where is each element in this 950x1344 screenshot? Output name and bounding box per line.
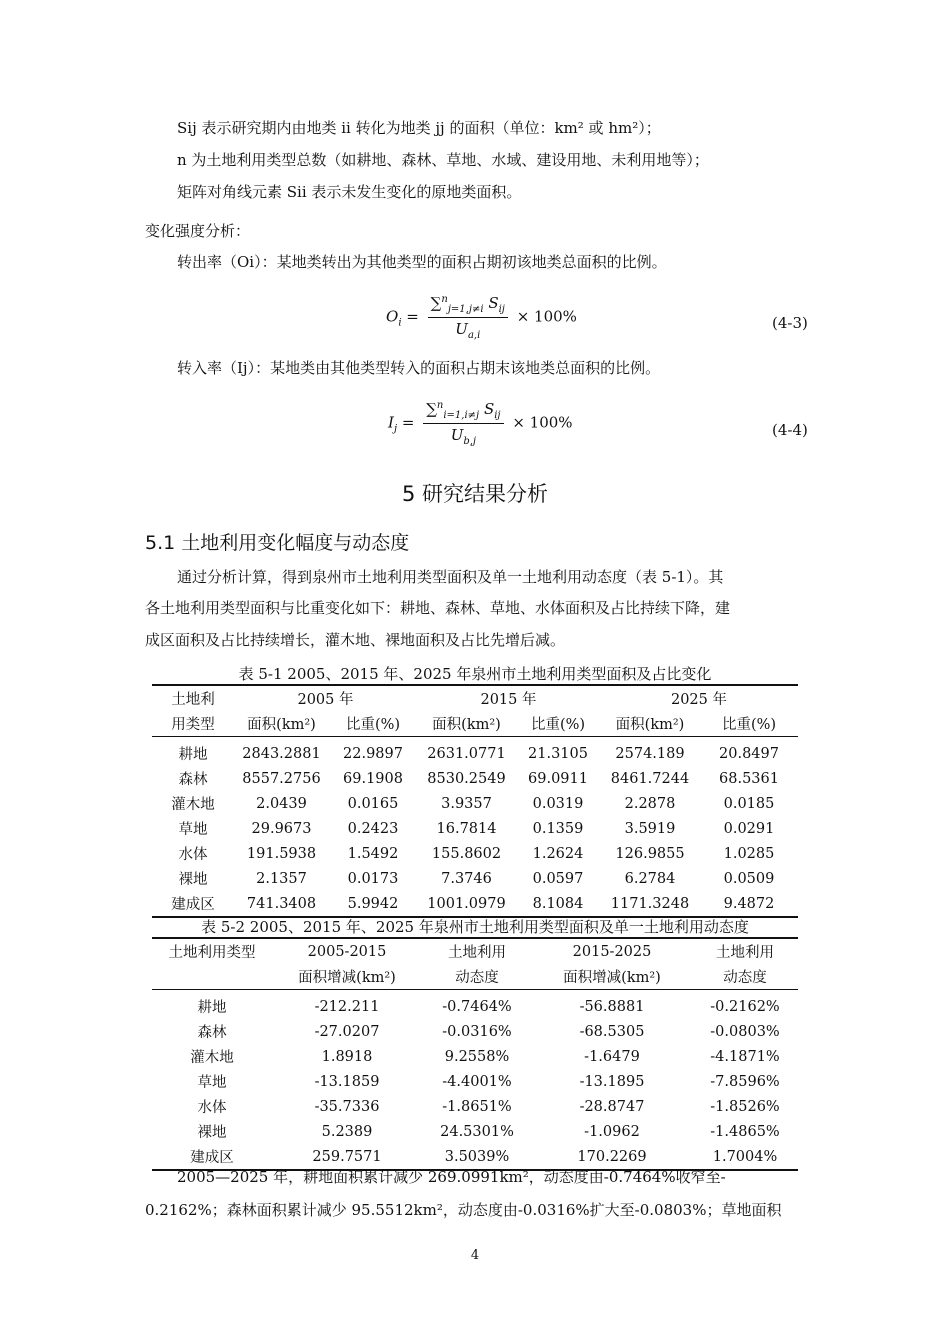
row-label-cell: 建成区 xyxy=(152,1144,272,1170)
para-sij: Sij 表示研究期内由地类 ii 转化为地类 jj 的面积（单位：km² 或 hm²）； xyxy=(177,119,661,137)
para-intensity: 变化强度分析： xyxy=(145,222,251,240)
row-label-cell: 耕地 xyxy=(197,1000,227,1016)
table-header-row xyxy=(152,938,798,964)
table-cell: -4.4001% xyxy=(442,1073,512,1090)
row-label-cell: 森林 xyxy=(197,1025,227,1041)
table-cell: -13.1895 xyxy=(579,1073,645,1090)
table-5-2-caption: 表 5-2 2005、2015 年、2025 年泉州市土地利用类型面积及单一土地利用动态度 xyxy=(201,918,749,936)
row-label-cell: 灌木地 xyxy=(171,797,215,813)
table-cell: -0.7464% xyxy=(442,998,512,1015)
table-cell: 1.0285 xyxy=(723,845,775,862)
para-in-rate: 转入率（Ij）：某地类由其他类型转入的面积占期末该地类总面积的比例。 xyxy=(177,359,661,377)
table-header-cell: 面积(km²) xyxy=(234,711,329,737)
table-cell: 0.0509 xyxy=(723,870,775,887)
table-cell: 8.1084 xyxy=(516,891,600,917)
table-row xyxy=(152,1094,798,1119)
heading-section-5-1: 5.1 土地利用变化幅度与动态度 xyxy=(145,532,410,554)
table-cell: -7.8596% xyxy=(710,1073,780,1090)
table-cell: -35.7336 xyxy=(314,1098,380,1115)
table-header-cell: 动态度 xyxy=(692,964,798,990)
table-cell: 0.0185 xyxy=(723,795,775,812)
table-cell: 155.8602 xyxy=(431,845,502,862)
table-cell: 126.9855 xyxy=(615,845,685,862)
table-cell: 191.5938 xyxy=(246,845,317,862)
table-cell: -28.8747 xyxy=(579,1098,645,1115)
table-header-cell: 2005-2015 xyxy=(272,938,422,964)
para-out-rate: 转出率（Oi）：某地类转出为其他类型的面积占期初该地类总面积的比例。 xyxy=(177,253,667,271)
table-cell: 1171.3248 xyxy=(600,891,700,917)
table-header-cell xyxy=(152,964,272,990)
table-cell: 8557.2756 xyxy=(242,770,321,787)
table-cell: 9.2558% xyxy=(444,1048,510,1065)
table-header-cell: 面积(km²) xyxy=(600,711,700,737)
row-label-cell: 水体 xyxy=(197,1100,227,1116)
table-cell: 22.9897 xyxy=(343,745,403,762)
table-cell: 69.0911 xyxy=(528,770,588,787)
table-cell: 6.2784 xyxy=(624,870,676,887)
table-cell: 2.0439 xyxy=(256,795,307,812)
para-diag: 矩阵对角线元素 Sii 表示未发生变化的原地类面积。 xyxy=(177,183,522,201)
table-cell: 5.2389 xyxy=(321,1123,373,1140)
table-cell: -0.0803% xyxy=(710,1023,780,1040)
table-cell: 68.5361 xyxy=(719,770,779,787)
table-cell: 259.7571 xyxy=(272,1144,422,1170)
table-cell: -1.8526% xyxy=(710,1098,780,1115)
table-cell: 0.0165 xyxy=(347,795,399,812)
table-header-row xyxy=(152,964,798,990)
equation-number-4-3: (4-3) xyxy=(772,314,808,332)
row-label-cell: 裸地 xyxy=(197,1125,227,1141)
table-cell: 29.9673 xyxy=(251,820,312,837)
table-cell: -1.8651% xyxy=(442,1098,512,1115)
row-label-cell: 耕地 xyxy=(178,747,208,763)
table-cell: 3.9357 xyxy=(441,795,492,812)
table-header-cell: 2005 年 xyxy=(234,685,417,711)
table-cell: 741.3408 xyxy=(234,891,329,917)
table-header-cell: 比重(%) xyxy=(700,711,798,737)
para-body2-line2: 0.2162%；森林面积累计减少 95.5512km²，动态度由-0.0316%扩大至-0.0803%；草地面积 xyxy=(145,1201,782,1219)
table-header-cell: 比重(%) xyxy=(329,711,417,737)
table-row xyxy=(152,816,798,841)
row-label-cell: 草地 xyxy=(197,1075,227,1091)
para-body2-line1: 2005—2025 年，耕地面积累计减少 269.0991km²，动态度由-0.7464%收窄至- xyxy=(177,1168,726,1186)
table-cell: -56.8881 xyxy=(579,998,645,1015)
table-cell: 3.5039% xyxy=(422,1144,532,1170)
table-header-cell: 比重(%) xyxy=(516,711,600,737)
table-cell: 1001.0979 xyxy=(417,891,516,917)
table-5-1 xyxy=(152,684,798,918)
table-cell: 2574.189 xyxy=(615,745,685,762)
equation-number-4-4: (4-4) xyxy=(772,421,808,439)
heading-section-5: 5 研究结果分析 xyxy=(401,482,549,506)
table-row xyxy=(152,990,798,1020)
table-cell: 20.8497 xyxy=(719,745,779,762)
table-cell: -0.0316% xyxy=(442,1023,512,1040)
equation-4-4: $I_j$ = $\frac{\sum^n_{i=1,i\ne j} S_{ij}}{U_{b,j}}$ × 100% xyxy=(388,400,573,447)
table-header-cell: 2025 年 xyxy=(600,685,798,711)
table-cell: -4.1871% xyxy=(710,1048,780,1065)
table-header-cell: 土地利用 xyxy=(692,938,798,964)
table-cell: 0.0319 xyxy=(532,795,584,812)
table-cell: 5.9942 xyxy=(329,891,417,917)
table-row xyxy=(152,766,798,791)
table-cell: 69.1908 xyxy=(343,770,403,787)
table-header-cell: 面积增减(km²) xyxy=(532,964,692,990)
table-cell: 170.2269 xyxy=(532,1144,692,1170)
para-body1-line2: 各土地利用类型面积与比重变化如下：耕地、森林、草地、水体面积及占比持续下降，建 xyxy=(145,599,731,617)
table-cell: 2.1357 xyxy=(256,870,307,887)
table-cell: 3.5919 xyxy=(624,820,676,837)
table-cell: 0.0291 xyxy=(723,820,775,837)
table-header-cell: 动态度 xyxy=(422,964,532,990)
table-row xyxy=(152,737,798,767)
table-cell: 1.5492 xyxy=(347,845,399,862)
para-body1-line1: 通过分析计算，得到泉州市土地利用类型面积及单一土地利用动态度（表 5-1）。其 xyxy=(177,568,724,586)
row-label-cell: 森林 xyxy=(178,772,208,788)
table-cell: 0.2423 xyxy=(347,820,399,837)
table-cell: 21.3105 xyxy=(528,745,588,762)
table-header-cell: 面积(km²) xyxy=(417,711,516,737)
table-header-cell: 用类型 xyxy=(152,711,234,737)
table-row xyxy=(152,1119,798,1144)
table-header-cell: 土地利用 xyxy=(422,938,532,964)
table-header-row xyxy=(152,711,798,737)
table-row xyxy=(152,791,798,816)
table-cell: 2.2878 xyxy=(624,795,676,812)
table-cell: 24.5301% xyxy=(440,1123,514,1140)
table-cell: -0.2162% xyxy=(710,998,780,1015)
table-cell: -1.0962 xyxy=(584,1123,640,1140)
table-row xyxy=(152,1019,798,1044)
table-cell: 0.0597 xyxy=(532,870,584,887)
table-cell: -68.5305 xyxy=(579,1023,645,1040)
table-cell: 9.4872 xyxy=(700,891,798,917)
table-header-cell: 2015-2025 xyxy=(532,938,692,964)
equation-4-3: $O_i$ = $\frac{\sum^n_{j=1,j\ne i} S_{ij}}{U_{a,i}}$ × 100% xyxy=(386,294,577,341)
para-n: n 为土地利用类型总数（如耕地、森林、草地、水域、建设用地、未利用地等）； xyxy=(177,151,709,169)
table-header-row xyxy=(152,685,798,711)
table-cell: 1.8918 xyxy=(321,1048,373,1065)
para-body1-line3: 成区面积及占比持续增长，灌木地、裸地面积及占比先增后减。 xyxy=(145,631,566,649)
row-label-cell: 建成区 xyxy=(152,891,234,917)
table-cell: 0.1359 xyxy=(532,820,584,837)
table-header-cell: 面积增减(km²) xyxy=(272,964,422,990)
row-label-cell: 草地 xyxy=(178,822,208,838)
table-cell: -1.6479 xyxy=(584,1048,640,1065)
row-label-cell: 裸地 xyxy=(178,872,208,888)
row-label-cell: 灌木地 xyxy=(190,1050,234,1066)
table-cell: 16.7814 xyxy=(436,820,497,837)
table-header-cell: 土地利用类型 xyxy=(152,938,272,964)
table-cell: -1.4865% xyxy=(710,1123,780,1140)
row-label-cell: 水体 xyxy=(178,847,208,863)
table-row xyxy=(152,891,798,917)
table-row xyxy=(152,1044,798,1069)
table-cell: -13.1859 xyxy=(314,1073,380,1090)
table-cell: 2843.2881 xyxy=(242,745,321,762)
table-row xyxy=(152,866,798,891)
table-cell: -27.0207 xyxy=(314,1023,380,1040)
table-cell: -212.211 xyxy=(314,998,380,1015)
table-cell: 7.3746 xyxy=(441,870,492,887)
table-header-cell: 2015 年 xyxy=(417,685,600,711)
table-cell: 1.2624 xyxy=(532,845,584,862)
table-row xyxy=(152,841,798,866)
table-cell: 2631.0771 xyxy=(427,745,506,762)
table-5-2 xyxy=(152,937,798,1171)
table-5-1-caption: 表 5-1 2005、2015 年、2025 年泉州市土地利用类型面积及占比变化 xyxy=(238,665,712,683)
table-header-cell: 土地利 xyxy=(152,685,234,711)
table-cell: 0.0173 xyxy=(347,870,399,887)
page-number: 4 xyxy=(470,1248,480,1263)
table-row xyxy=(152,1069,798,1094)
table-cell: 1.7004% xyxy=(692,1144,798,1170)
table-cell: 8461.7244 xyxy=(610,770,690,787)
table-cell: 8530.2549 xyxy=(427,770,506,787)
